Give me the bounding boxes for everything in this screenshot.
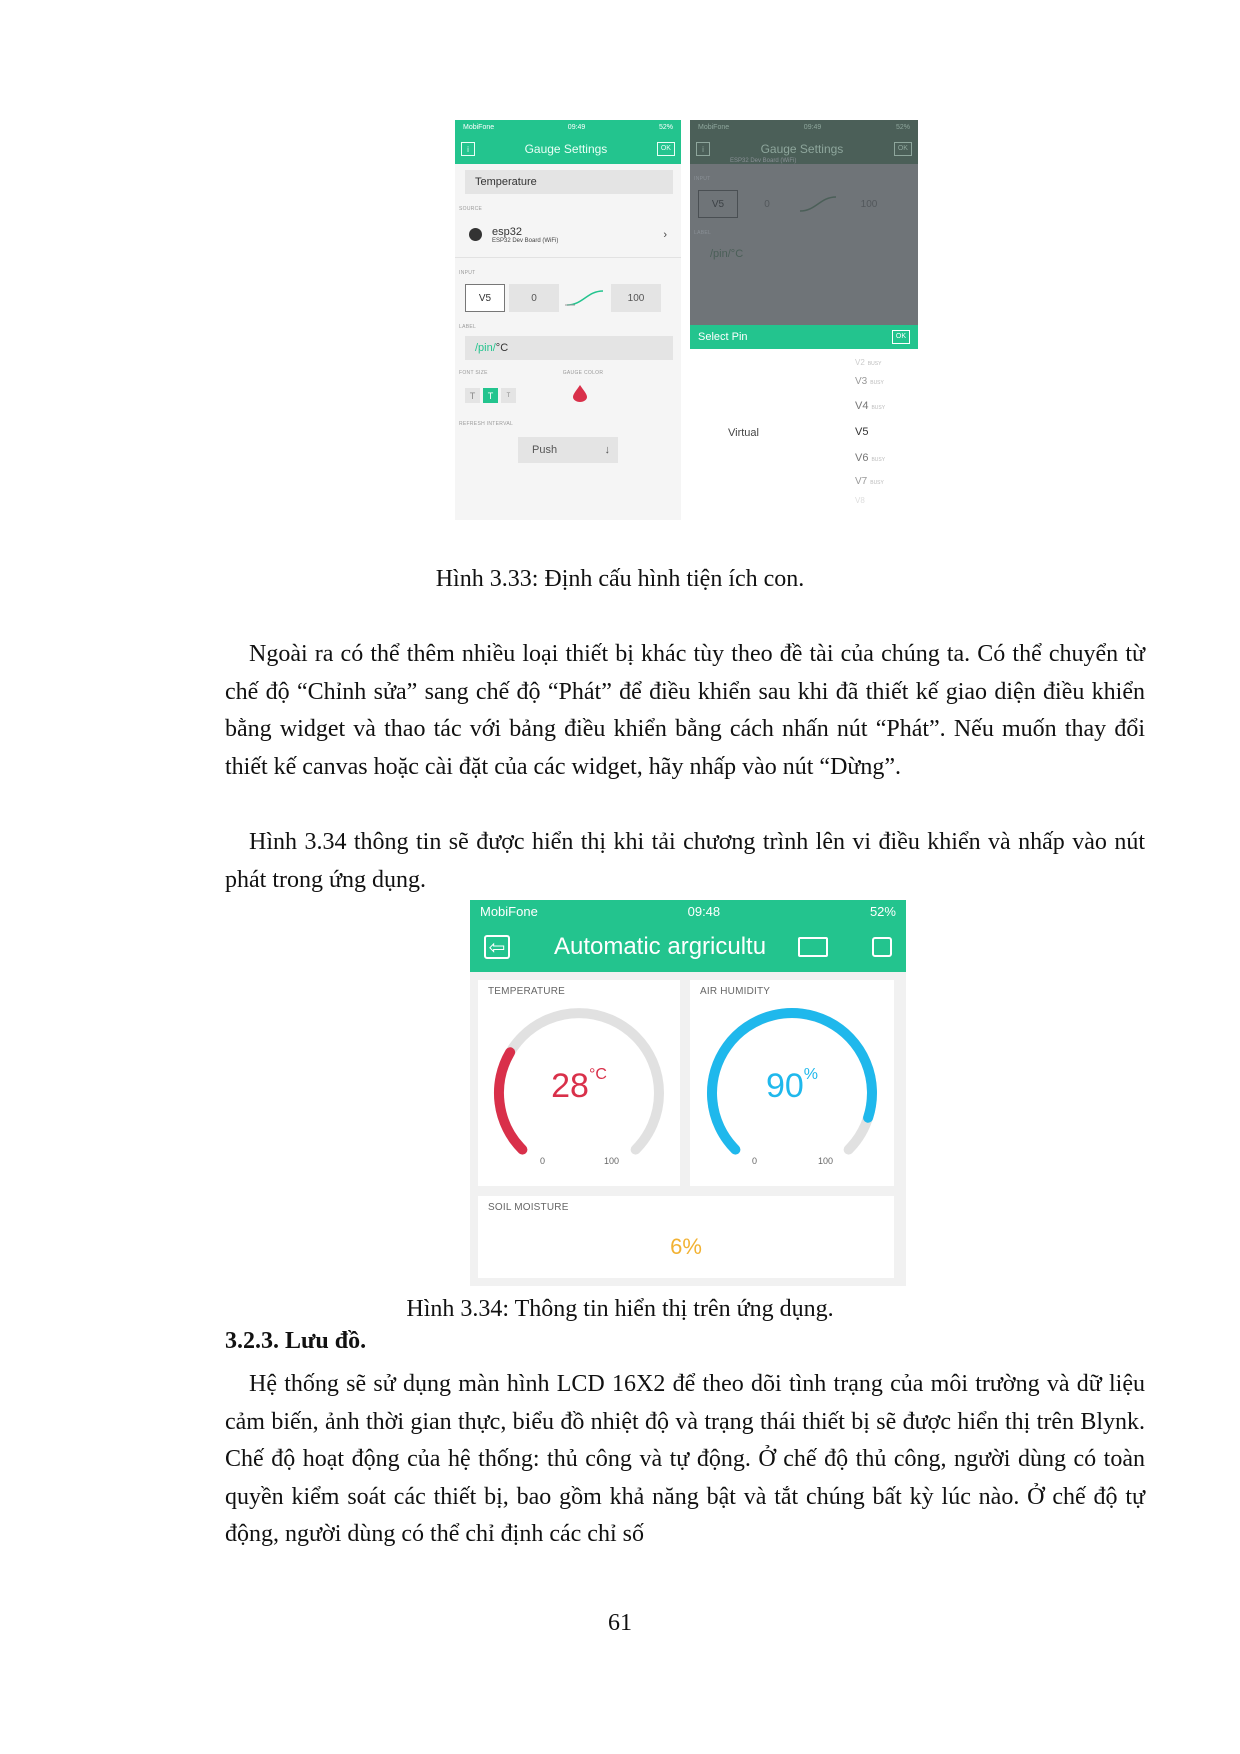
paragraph-3 [225, 1366, 1145, 1554]
label-section-label: LABEL [459, 324, 477, 330]
font-size-small-button[interactable]: T [465, 388, 480, 403]
font-size-row [465, 384, 681, 407]
pin-option-label: V2 [855, 358, 865, 367]
device-subtitle: ESP32 Dev Board (WiFi) [492, 237, 559, 244]
temperature-number: 28 [551, 1067, 589, 1105]
dimmed-settings-overlay [690, 120, 918, 325]
input-row [465, 284, 673, 312]
max-input[interactable]: 100 [611, 284, 661, 312]
paragraph-1-text: Ngoài ra có thể thêm nhiều loại thiết bị khác tùy theo đề tài của chúng ta. Có thể chuyển từ chế độ “Chỉnh sửa” sang chế độ “Phát” để điều khiển sau khi đã thiết kế giao diện điều khiển bằng widget và thao tác với bảng điều khiển bằng cách nhấn nút “Phát”. Nếu muốn thay đổi thiết kế canvas hoặc cài đặt của các widget, hãy nhấp vào nút “Dừng”. [225, 641, 1145, 780]
air-humidity-max: 100 [818, 1156, 834, 1166]
font-size-medium-button[interactable]: T [483, 388, 498, 403]
label-value: /pin/°C [710, 248, 744, 260]
label-section-label: LABEL [694, 230, 712, 236]
battery-label: 52% [869, 903, 896, 919]
refresh-interval-value: Push [532, 444, 558, 456]
paragraph-3-text: Hệ thống sẽ sử dụng màn hình LCD 16X2 để theo dõi tình trạng của môi trường và dữ liệu cảm biến, ảnh thời gian thực, biểu đồ nhiệt độ và trạng thái thiết bị sẽ được hiển thị trên Blynk. Chế độ hoạt động của hệ thống: thủ công và tự động. Ở chế độ thủ công, người dùng có toàn quyền kiểm soát các thiết bị, bao gồm khả năng bật và tắt chúng bất kỳ lúc nào. Ở chế độ tự động, người dùng có thể chỉ định các chỉ số [225, 1371, 1145, 1547]
project-title: Automatic argricultu [553, 933, 767, 960]
figure-3-33-caption: Hình 3.33: Định cấu hình tiện ích con. [435, 566, 805, 592]
temperature-min: 0 [540, 1156, 546, 1166]
pin-selector: V5 [698, 190, 738, 218]
chevron-right-icon: › [663, 228, 667, 241]
temperature-gauge-widget[interactable] [478, 980, 680, 1186]
paragraph-1 [225, 636, 1145, 786]
page-number: 61 [608, 1610, 632, 1636]
pin-option-label: V4 [855, 400, 869, 412]
font-size-label: FONT SIZE [459, 370, 488, 376]
info-icon: i [696, 142, 710, 156]
pin-option-v3[interactable] [855, 376, 884, 387]
mapping-curve-icon [563, 284, 607, 312]
air-humidity-label: AIR HUMIDITY [700, 986, 771, 997]
app-bar [470, 922, 906, 972]
device-name: esp32 [492, 225, 522, 238]
device-selector[interactable] [455, 212, 681, 258]
label-pin-token: /pin/ [475, 342, 496, 354]
mapping-curve-icon [796, 190, 840, 218]
section-heading: 3.2.3. Lưu đồ. [225, 1328, 367, 1354]
ok-button: OK [894, 142, 912, 156]
input-label: INPUT [694, 176, 711, 182]
pin-option-v7[interactable] [855, 476, 884, 487]
gauge-color-drop-icon[interactable] [572, 384, 588, 407]
pin-option-v8[interactable] [855, 496, 865, 505]
refresh-interval-label: REFRESH INTERVAL [459, 421, 514, 427]
pin-option-v4[interactable] [855, 400, 885, 412]
widget-name-input[interactable]: Temperature [465, 170, 673, 194]
soil-moisture-widget[interactable] [478, 1196, 894, 1278]
select-pin-screenshot [690, 120, 918, 520]
label-input[interactable] [465, 336, 673, 360]
temperature-label: TEMPERATURE [488, 986, 566, 997]
status-bar [470, 900, 906, 922]
busy-badge: BUSY [870, 480, 884, 486]
play-stop-button[interactable] [872, 937, 892, 957]
temperature-max: 100 [604, 1156, 620, 1166]
status-bar [455, 120, 681, 134]
status-bar [690, 120, 918, 134]
soil-moisture-label: SOIL MOISTURE [488, 1202, 569, 1213]
paragraph-2-text: Hình 3.34 thông tin sẽ được hiển thị khi tải chương trình lên vi điều khiển và nhấp vào nút phát trong ứng dụng. [225, 829, 1145, 893]
select-pin-ok-button[interactable]: OK [892, 330, 910, 344]
battery-label: 52% [658, 123, 673, 131]
pin-option-label: V3 [855, 376, 868, 387]
input-row [698, 190, 910, 218]
pin-type-picker[interactable]: Virtual [728, 427, 759, 439]
clock-label: 09:49 [803, 123, 822, 131]
min-input: 0 [742, 190, 792, 218]
info-icon[interactable]: i [461, 142, 475, 156]
pin-option-v6[interactable] [855, 452, 885, 464]
soil-moisture-value: 6% [670, 1234, 702, 1259]
app-bar [455, 134, 681, 164]
paragraph-2 [225, 824, 1145, 899]
busy-badge: BUSY [871, 457, 886, 463]
pin-option-label: V7 [855, 476, 868, 487]
clock-label: 09:48 [687, 903, 721, 919]
min-input[interactable]: 0 [509, 284, 559, 312]
select-pin-title: Select Pin [698, 331, 748, 343]
busy-badge: BUSY [870, 380, 884, 386]
source-label: SOURCE [459, 206, 483, 212]
input-label: INPUT [459, 270, 476, 276]
gauge-color-label: GAUGE COLOR [562, 370, 604, 376]
font-size-large-button[interactable]: T [501, 388, 516, 403]
screen-title: Gauge Settings [524, 142, 608, 156]
temperature-value [478, 1066, 680, 1106]
select-pin-bar [690, 325, 918, 349]
figure-3-34-caption: Hình 3.34: Thông tin hiển thị trên ứng dụng. [406, 1296, 834, 1322]
pin-option-label: V6 [855, 452, 869, 464]
carrier-label: MobiFone [698, 123, 730, 131]
screen-title: Gauge Settings [760, 142, 844, 156]
refresh-interval-select[interactable] [518, 437, 618, 463]
device-subtitle: ESP32 Dev Board (WiFi) [730, 158, 797, 164]
air-humidity-unit: % [803, 1066, 819, 1083]
pin-option-label: V5 [855, 426, 869, 438]
max-input: 100 [844, 190, 894, 218]
carrier-label: MobiFone [463, 123, 495, 131]
ok-button[interactable]: OK [657, 142, 675, 156]
temperature-unit: °C [588, 1066, 607, 1083]
busy-badge: BUSY [867, 361, 882, 367]
label-unit: °C [495, 342, 509, 354]
pin-option-v2[interactable] [855, 358, 881, 367]
pin-selector[interactable]: V5 [465, 284, 505, 312]
air-humidity-value [690, 1066, 894, 1106]
pin-option-v5-selected[interactable] [855, 426, 868, 438]
air-humidity-number: 90 [765, 1067, 804, 1105]
battery-label: 52% [895, 123, 910, 131]
back-icon[interactable]: ⇦ [484, 935, 510, 959]
air-humidity-gauge-widget[interactable] [690, 980, 894, 1186]
device-status-icon[interactable] [798, 937, 828, 957]
gauge-settings-screenshot [455, 120, 681, 520]
air-humidity-min: 0 [752, 1156, 758, 1166]
arrow-down-icon: ↓ [604, 444, 610, 456]
carrier-label: MobiFone [480, 903, 538, 919]
busy-badge: BUSY [871, 405, 886, 411]
clock-label: 09:49 [567, 123, 586, 131]
blynk-dashboard-screenshot [470, 900, 906, 1286]
pin-option-label: V8 [855, 496, 865, 505]
esp32-icon [469, 228, 482, 241]
